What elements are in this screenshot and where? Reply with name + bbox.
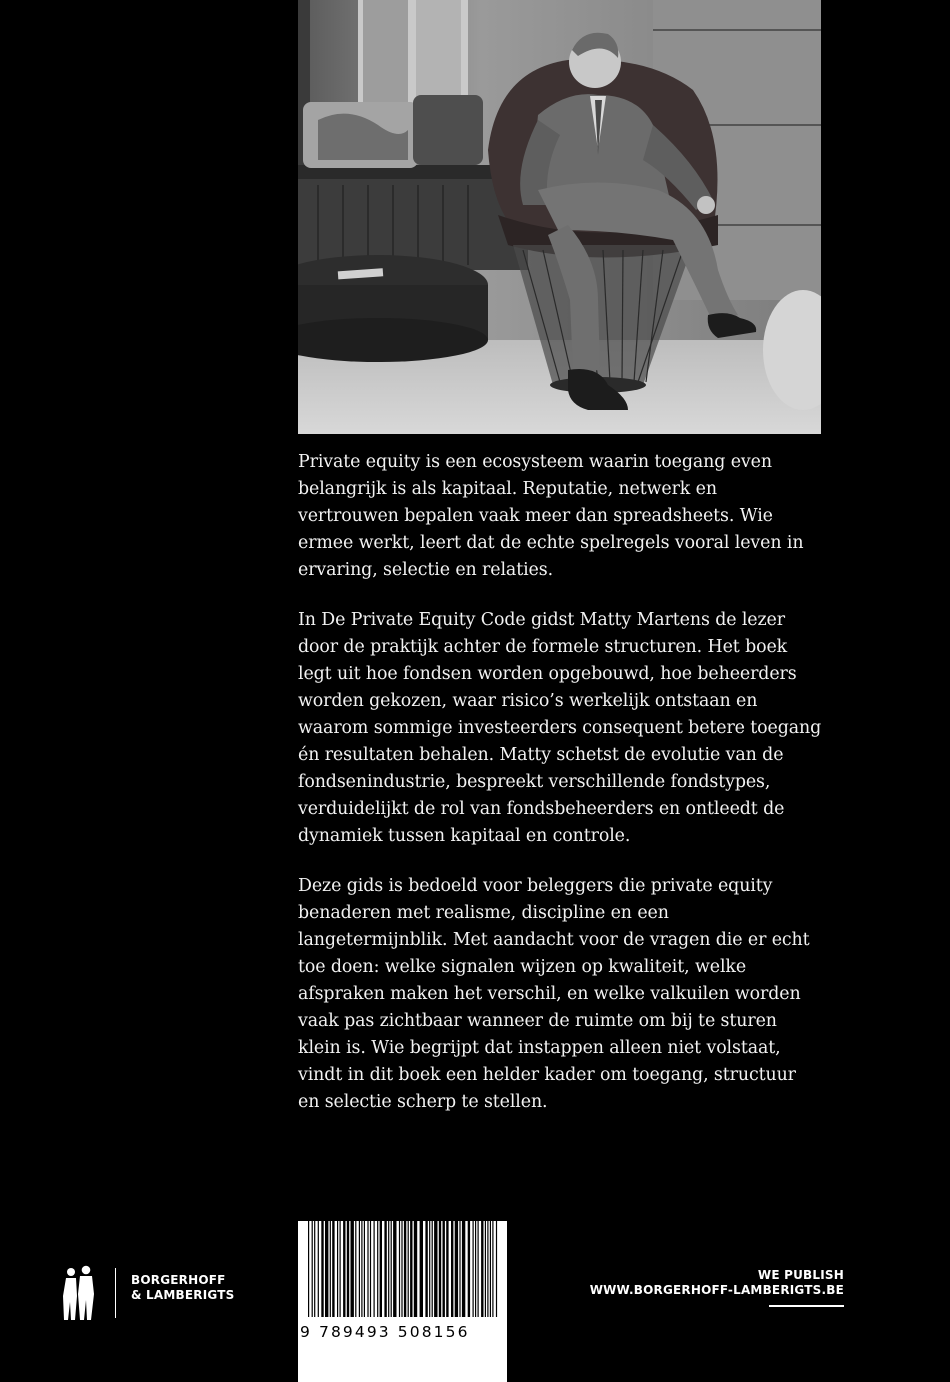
back-cover-blurb (298, 449, 822, 1139)
isbn-barcode (298, 1221, 507, 1382)
publisher-name-line2: & LAMBERIGTS (131, 1288, 235, 1302)
publisher-name (131, 1273, 234, 1303)
publisher-logo (60, 1264, 260, 1324)
blurb-paragraph: Private equity is een ecosysteem waarin toegang even belangrijk is als kapitaal. Reputatie, netwerk en vertrouwen bepalen vaak meer dan spreadsheets. Wie ermee werkt, leert dat de echte spelregels vooral leven in ervaring, selectie en relaties. (298, 452, 804, 580)
publisher-tagline: WE PUBLISH (757, 1268, 844, 1282)
author-photo (298, 0, 821, 434)
figures-icon (60, 1264, 100, 1324)
website-underline (769, 1305, 844, 1307)
barcode-bars (298, 1221, 507, 1321)
blurb-paragraph: In De Private Equity Code gidst Matty Martens de lezer door de praktijk achter de formele structuren. Het boek legt uit hoe fondsen worden opgebouwd, hoe beheerders worden gekozen, waar risico’s werkelijk ontstaan en waarom sommige investeerders consequent betere toegang én resultaten behalen. Matty schetst de evolutie van de fondsenindustrie, bespreekt verschillende fondstypes, verduidelijkt de rol van fondsbeheerders en ontleedt de dynamiek tussen kapitaal en controle. (298, 610, 822, 846)
publisher-website: WWW.BORGERHOFF-LAMBERIGTS.BE (589, 1283, 844, 1297)
isbn-number: 9 789493 508156 (300, 1323, 470, 1341)
logo-divider (115, 1268, 116, 1318)
publisher-name-line1: BORGERHOFF (131, 1273, 226, 1287)
publisher-info (590, 1268, 844, 1298)
blurb-paragraph: Deze gids is bedoeld voor beleggers die private equity benaderen met realisme, discipline en een langetermijnblik. Met aandacht voor de vragen die er echt toe doen: welke signalen wijzen op kwaliteit, welke afspraken maken het verschil, en welke valkuilen worden vaak pas zichtbaar wanneer de ruimte om bij te sturen klein is. Wie begrijpt dat instappen alleen niet volstaat, vindt in dit boek een helder kader om toegang, structuur en selectie scherp te stellen. (298, 876, 810, 1112)
